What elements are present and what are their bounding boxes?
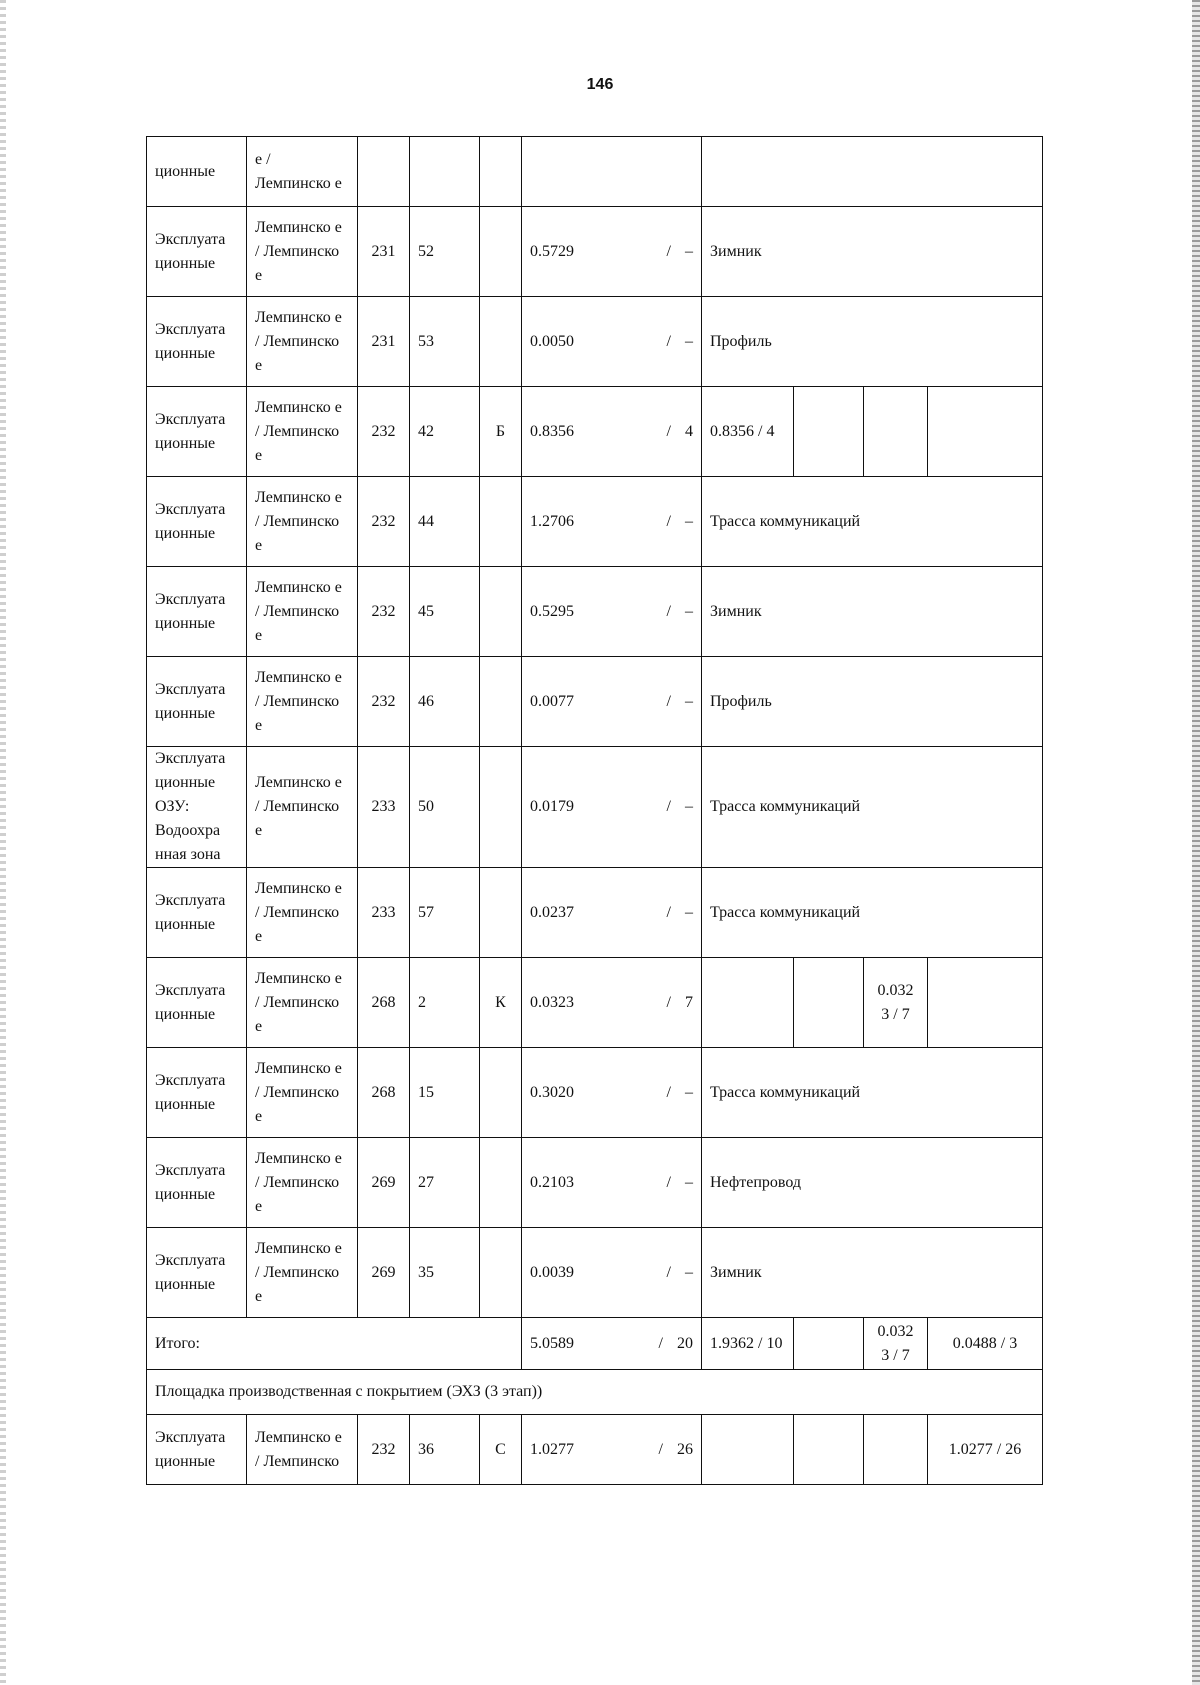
breakdown-cell-4 [928,387,1043,477]
plot-cell: 27 [410,1138,480,1228]
breakdown-cell-4: 0.0488 / 3 [928,1318,1043,1370]
note-cell: Зимник [702,1228,1043,1318]
code-cell [480,868,522,958]
area-cell [522,747,702,868]
area-cell [522,1228,702,1318]
land-category-cell: Эксплуата ционные [147,958,247,1048]
location-cell: Лемпинско е / Лемпинско е [247,477,358,567]
table-row [147,958,1043,1048]
area-separator: / [666,242,671,260]
total-row [147,1318,1043,1370]
area-value: 0.5729 [530,242,574,260]
code-cell [480,137,522,207]
location-cell: Лемпинско е / Лемпинско е [247,868,358,958]
area-value: 0.8356 [530,422,574,440]
plot-cell: 46 [410,657,480,747]
area-cell [522,207,702,297]
note-cell [702,137,1043,207]
breakdown-cell-3: 0.032 3 / 7 [864,958,928,1048]
area-count: – [685,1173,693,1191]
area-separator: / [666,512,671,530]
code-cell: С [480,1415,522,1485]
area-cell [522,958,702,1048]
location-cell: Лемпинско е / Лемпинско е [247,207,358,297]
plot-cell: 45 [410,567,480,657]
area-separator: / [666,602,671,620]
area-separator: / [666,1083,671,1101]
quarter-cell: 233 [358,747,410,868]
quarter-cell: 268 [358,1048,410,1138]
area-separator: / [666,993,671,1011]
note-cell: Профиль [702,657,1043,747]
location-cell: Лемпинско е / Лемпинско е [247,1138,358,1228]
breakdown-cell-4: 1.0277 / 26 [928,1415,1043,1485]
area-separator: / [658,1334,663,1352]
breakdown-cell-2 [794,1318,864,1370]
note-cell: Трасса коммуникаций [702,868,1043,958]
quarter-cell: 269 [358,1228,410,1318]
plot-cell: 50 [410,747,480,868]
area-count: 7 [685,993,693,1011]
land-category-cell: Эксплуата ционные [147,1048,247,1138]
area-value: 0.2103 [530,1173,574,1191]
land-category-cell: Эксплуата ционные ОЗУ: Водоохра нная зона [147,747,247,868]
breakdown-cell-2 [794,1415,864,1485]
area-value: 1.0277 [530,1440,574,1458]
plot-cell: 35 [410,1228,480,1318]
table-body [147,137,1043,1485]
code-cell [480,657,522,747]
plot-cell: 53 [410,297,480,387]
location-cell: Лемпинско е / Лемпинско е [247,958,358,1048]
area-separator: / [666,332,671,350]
quarter-cell: 268 [358,958,410,1048]
area-cell [522,657,702,747]
table-row [147,567,1043,657]
area-cell [522,1318,702,1370]
note-cell: Трасса коммуникаций [702,477,1043,567]
area-cell [522,137,702,207]
quarter-cell: 232 [358,1415,410,1485]
area-separator: / [666,1173,671,1191]
quarter-cell: 233 [358,868,410,958]
area-value: 0.0050 [530,332,574,350]
location-cell: Лемпинско е / Лемпинско е [247,297,358,387]
land-category-cell: Эксплуата ционные [147,567,247,657]
land-category-cell: Эксплуата ционные [147,657,247,747]
code-cell: К [480,958,522,1048]
area-cell [522,1415,702,1485]
plot-cell: 2 [410,958,480,1048]
code-cell [480,1228,522,1318]
location-cell: Лемпинско е / Лемпинско е [247,567,358,657]
area-count: 4 [685,422,693,440]
code-cell [480,207,522,297]
code-cell: Б [480,387,522,477]
table-row [147,1048,1043,1138]
quarter-cell [358,137,410,207]
area-separator: / [666,692,671,710]
area-cell [522,387,702,477]
land-category-cell: Эксплуата ционные [147,297,247,387]
section-header-row [147,1370,1043,1415]
area-count: – [685,903,693,921]
area-count: – [685,602,693,620]
area-value: 0.0077 [530,692,574,710]
breakdown-cell-4 [928,958,1043,1048]
area-value: 0.3020 [530,1083,574,1101]
table-row [147,868,1043,958]
quarter-cell: 231 [358,297,410,387]
location-cell: Лемпинско е / Лемпинско е [247,657,358,747]
note-cell: Нефтепровод [702,1138,1043,1228]
land-category-cell: Эксплуата ционные [147,1415,247,1485]
note-cell: Зимник [702,207,1043,297]
plot-cell: 36 [410,1415,480,1485]
area-value: 0.0179 [530,798,574,815]
location-cell: Лемпинско е / Лемпинско е [247,1048,358,1138]
note-cell: Трасса коммуникаций [702,747,1043,868]
area-count: – [685,798,693,815]
breakdown-cell-1: 0.8356 / 4 [702,387,794,477]
plot-cell [410,137,480,207]
quarter-cell: 232 [358,567,410,657]
area-separator: / [658,1440,663,1458]
section-title: Площадка производственная с покрытием (ЭХЗ (3 этап)) [147,1370,1043,1415]
code-cell [480,1048,522,1138]
code-cell [480,567,522,657]
plot-cell: 52 [410,207,480,297]
land-category-cell: Эксплуата ционные [147,387,247,477]
area-count: – [685,1083,693,1101]
breakdown-cell-1 [702,1415,794,1485]
area-separator: / [666,798,671,815]
land-category-cell: Эксплуата ционные [147,1228,247,1318]
area-count: – [685,512,693,530]
table-row [147,1415,1043,1485]
land-register-table [146,136,1043,1485]
breakdown-cell-1 [702,958,794,1048]
location-cell: Лемпинско е / Лемпинско [247,1415,358,1485]
location-cell: е / Лемпинско е [247,137,358,207]
table-row [147,657,1043,747]
area-separator: / [666,903,671,921]
area-value: 0.0323 [530,993,574,1011]
table-row [147,137,1043,207]
area-count: – [685,242,693,260]
area-cell [522,567,702,657]
breakdown-cell-2 [794,387,864,477]
area-count: – [685,332,693,350]
table-row [147,477,1043,567]
area-count: 26 [677,1440,693,1458]
area-count: – [685,692,693,710]
note-cell: Профиль [702,297,1043,387]
area-cell [522,1138,702,1228]
code-cell [480,297,522,387]
table-row [147,747,1043,868]
plot-cell: 57 [410,868,480,958]
total-label: Итого: [147,1318,522,1370]
quarter-cell: 232 [358,477,410,567]
table-row [147,207,1043,297]
scan-edge-right [1192,0,1200,1685]
table-row [147,297,1043,387]
breakdown-cell-1: 1.9362 / 10 [702,1318,794,1370]
breakdown-cell-2 [794,958,864,1048]
area-cell [522,1048,702,1138]
area-value: 5.0589 [530,1334,574,1352]
code-cell [480,1138,522,1228]
land-category-cell: ционные [147,137,247,207]
area-cell [522,477,702,567]
area-cell [522,297,702,387]
table-row [147,387,1043,477]
land-category-cell: Эксплуата ционные [147,477,247,567]
land-category-cell: Эксплуата ционные [147,207,247,297]
breakdown-cell-3 [864,387,928,477]
location-cell: Лемпинско е / Лемпинско е [247,387,358,477]
area-value: 1.2706 [530,512,574,530]
table-row [147,1228,1043,1318]
quarter-cell: 232 [358,657,410,747]
area-cell [522,868,702,958]
code-cell [480,747,522,868]
page-number: 146 [586,76,614,93]
quarter-cell: 269 [358,1138,410,1228]
note-cell: Зимник [702,567,1043,657]
area-count: – [685,1263,693,1281]
plot-cell: 15 [410,1048,480,1138]
breakdown-cell-3 [864,1415,928,1485]
note-cell: Трасса коммуникаций [702,1048,1043,1138]
location-cell: Лемпинско е / Лемпинско е [247,1228,358,1318]
area-value: 0.5295 [530,602,574,620]
area-separator: / [666,422,671,440]
area-value: 0.0237 [530,903,574,921]
table-row [147,1138,1043,1228]
location-cell: Лемпинско е / Лемпинско е [247,747,358,868]
breakdown-cell-3: 0.032 3 / 7 [864,1318,928,1370]
area-count: 20 [677,1334,693,1352]
scan-edge-left [0,0,6,1685]
area-value: 0.0039 [530,1263,574,1281]
area-separator: / [666,1263,671,1281]
plot-cell: 42 [410,387,480,477]
land-category-cell: Эксплуата ционные [147,1138,247,1228]
code-cell [480,477,522,567]
quarter-cell: 231 [358,207,410,297]
quarter-cell: 232 [358,387,410,477]
land-category-cell: Эксплуата ционные [147,868,247,958]
plot-cell: 44 [410,477,480,567]
